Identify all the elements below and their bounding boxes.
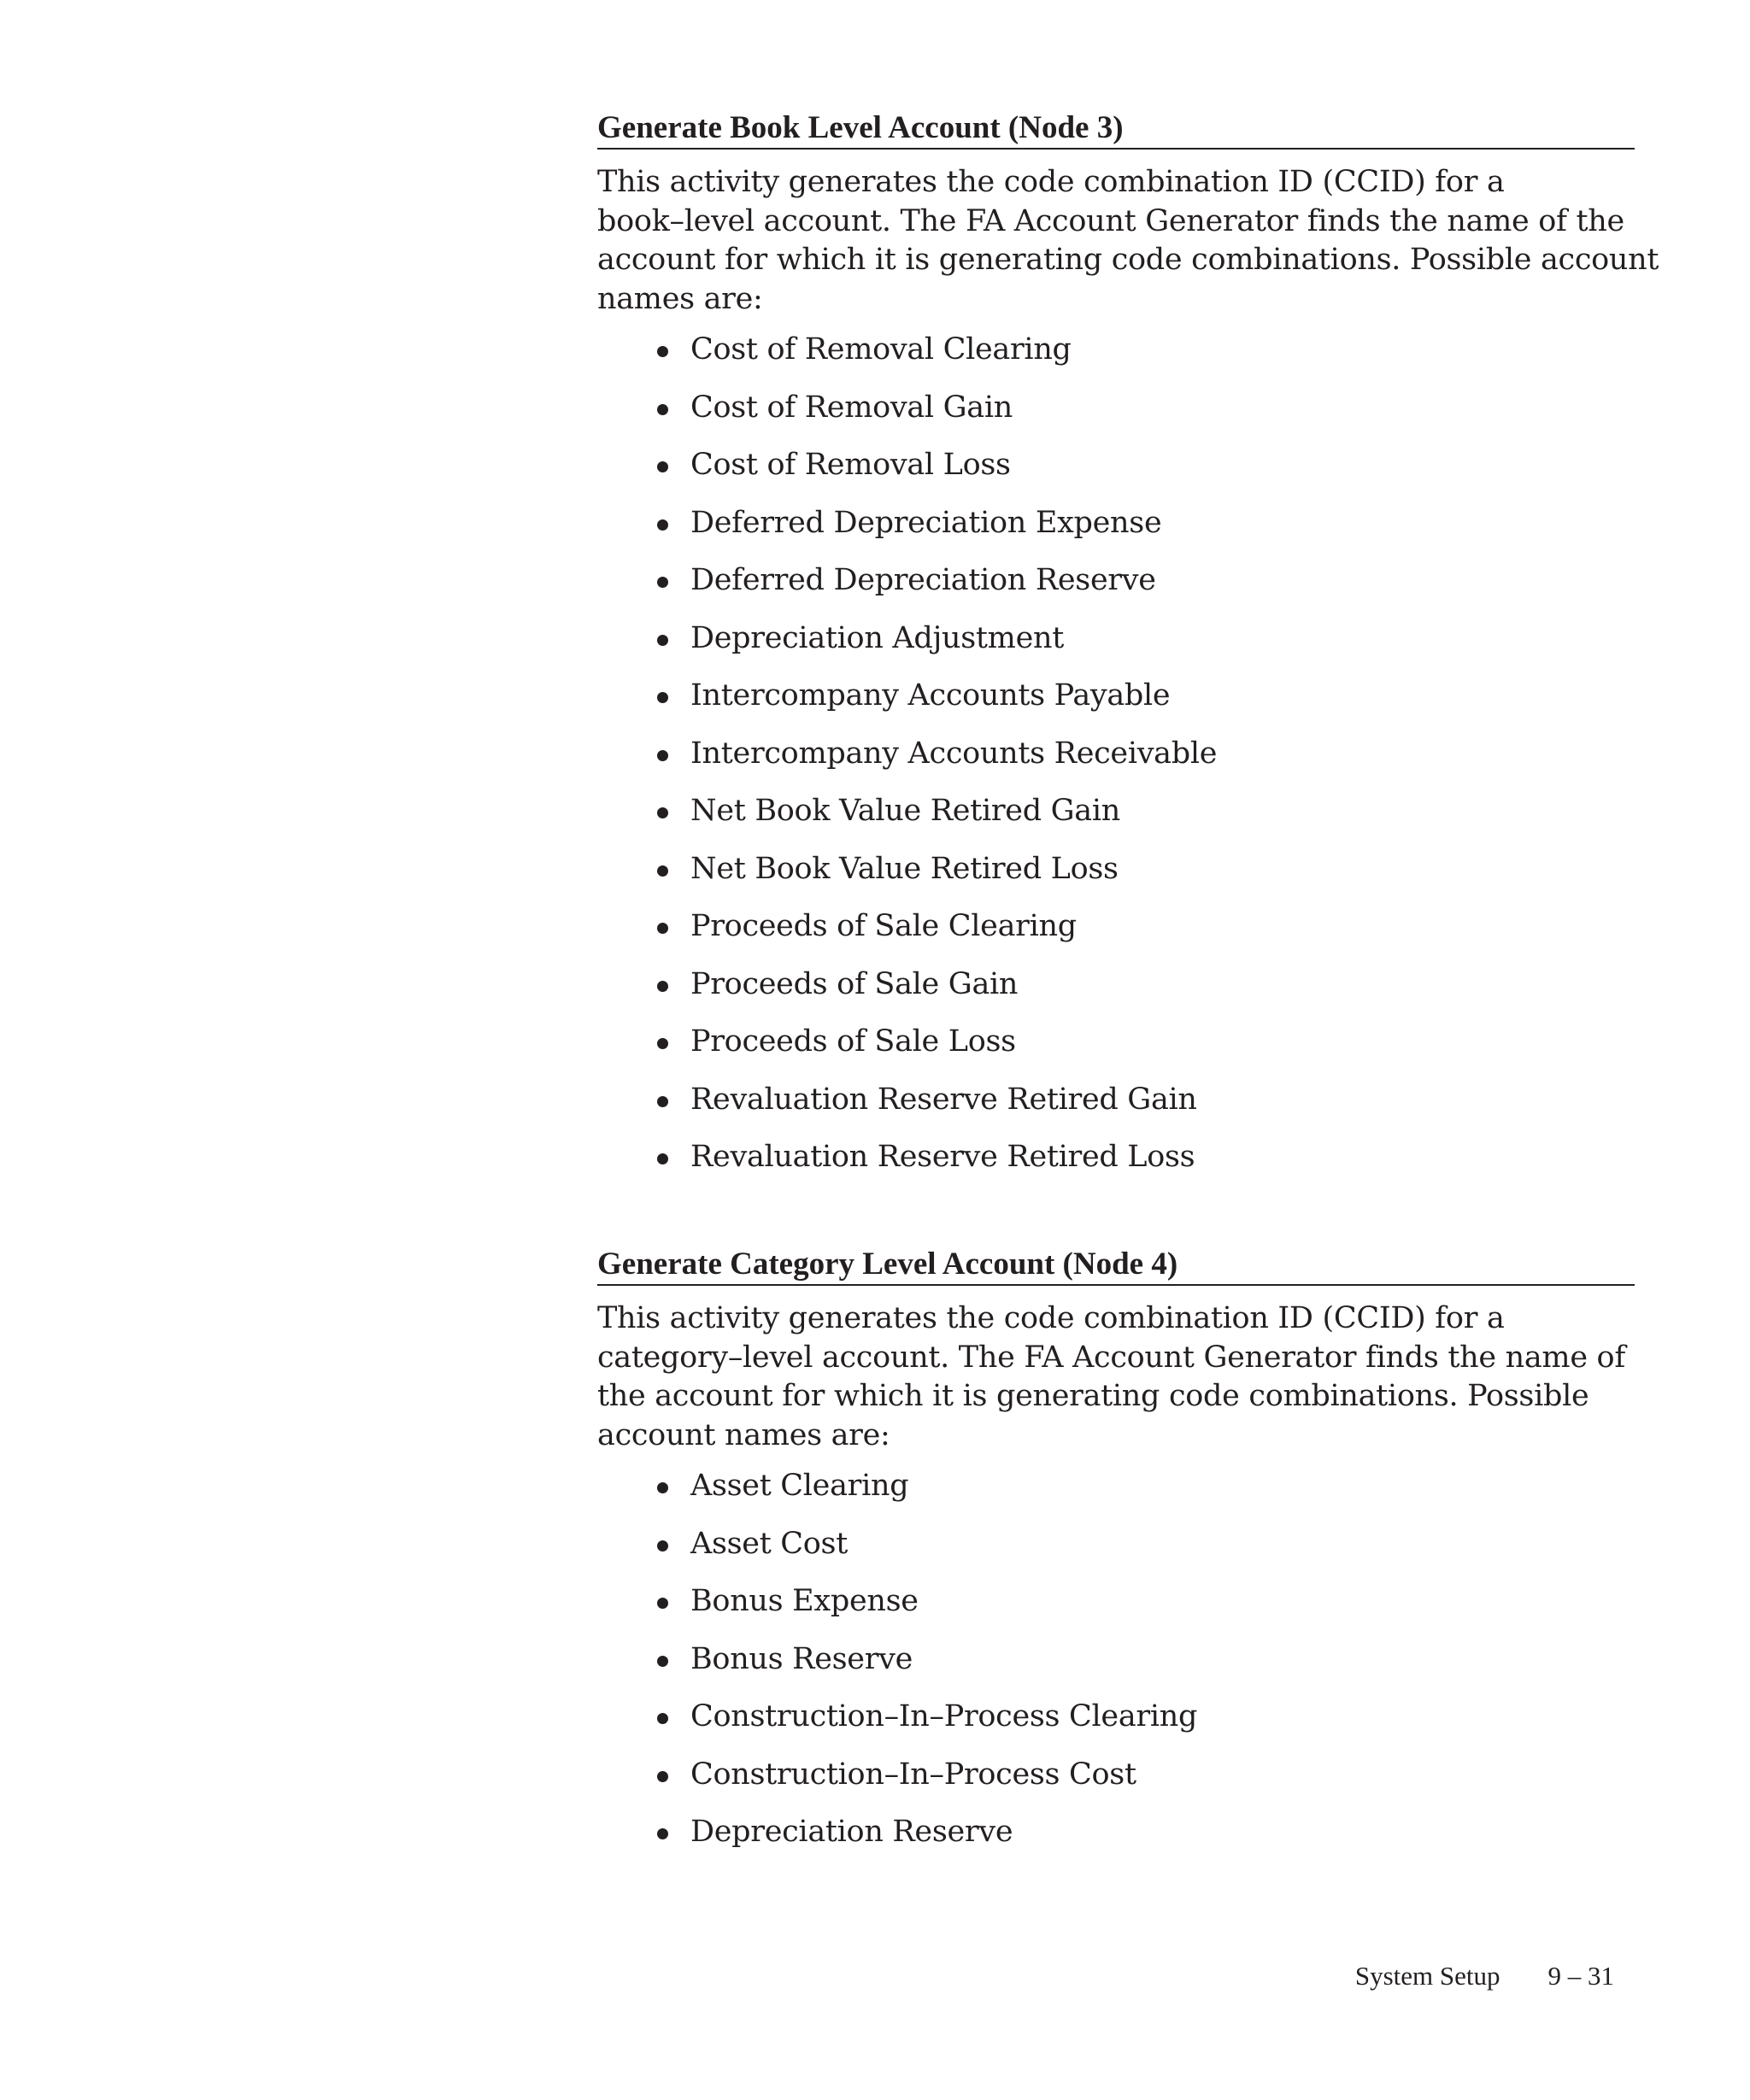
list-item — [597, 1582, 1635, 1640]
bullet-icon — [657, 1828, 668, 1839]
list-item — [597, 504, 1635, 562]
list-item-label: Depreciation Reserve — [690, 1815, 1013, 1849]
list-item — [597, 1813, 1635, 1871]
bullet-icon — [657, 1713, 668, 1724]
intro-line: This activity generates the code combination ID (CCID) for a — [597, 1301, 1505, 1335]
page-footer — [1355, 1961, 1614, 1991]
intro-line: category–level account. The FA Account Generator finds the name of — [597, 1340, 1625, 1375]
bullet-icon — [657, 1598, 668, 1609]
intro-line: book–level account. The FA Account Generator finds the name of the — [597, 203, 1624, 238]
bullet-icon — [657, 1540, 668, 1552]
list-item-label: Net Book Value Retired Loss — [690, 851, 1119, 886]
list-item-label: Intercompany Accounts Payable — [690, 678, 1171, 713]
list-item-label: Asset Cost — [690, 1526, 848, 1561]
list-item-label: Depreciation Adjustment — [690, 620, 1064, 655]
list-item-label: Bonus Expense — [690, 1584, 919, 1618]
list-item-label: Proceeds of Sale Loss — [690, 1024, 1016, 1059]
list-item-label: Revaluation Reserve Retired Loss — [690, 1140, 1195, 1174]
list-item-label: Asset Clearing — [690, 1469, 909, 1503]
bullet-icon — [657, 577, 668, 588]
list-item — [597, 850, 1635, 908]
section-intro — [597, 163, 1659, 319]
list-item-label: Construction–In–Process Cost — [690, 1757, 1136, 1792]
section-heading: Generate Book Level Account (Node 3) — [597, 110, 1635, 150]
section-heading: Generate Category Level Account (Node 4) — [597, 1247, 1635, 1286]
list-item-label: Deferred Depreciation Expense — [690, 505, 1162, 540]
section-category-level — [597, 1247, 1635, 1871]
account-name-list — [597, 1467, 1635, 1871]
bullet-icon — [657, 404, 668, 415]
account-name-list — [597, 331, 1635, 1196]
list-item-label: Intercompany Accounts Receivable — [690, 736, 1218, 771]
bullet-icon — [657, 923, 668, 934]
list-item — [597, 561, 1635, 619]
intro-line: account for which it is generating code combinations. Possible account — [597, 243, 1659, 277]
list-item — [597, 677, 1635, 735]
intro-line: the account for which it is generating code combinations. Possible — [597, 1379, 1589, 1413]
list-item — [597, 1467, 1635, 1525]
bullet-icon — [657, 1096, 668, 1107]
list-item-label: Construction–In–Process Clearing — [690, 1699, 1198, 1733]
section-intro — [597, 1299, 1635, 1455]
section-book-level — [597, 110, 1659, 1196]
list-item-label: Cost of Removal Loss — [690, 448, 1011, 482]
list-item — [597, 1640, 1635, 1698]
bullet-icon — [657, 692, 668, 703]
list-item-label: Cost of Removal Gain — [690, 390, 1013, 425]
bullet-icon — [657, 1771, 668, 1782]
bullet-icon — [657, 1038, 668, 1049]
list-item — [597, 735, 1635, 793]
bullet-icon — [657, 1656, 668, 1667]
bullet-icon — [657, 346, 668, 357]
intro-line: This activity generates the code combination ID (CCID) for a — [597, 165, 1505, 199]
page-number: 9 – 31 — [1547, 1961, 1614, 1991]
list-item — [597, 907, 1635, 965]
list-item — [597, 331, 1635, 389]
list-item — [597, 619, 1635, 678]
bullet-icon — [657, 807, 668, 818]
bullet-icon — [657, 635, 668, 646]
list-item — [597, 389, 1635, 447]
footer-section-title: System Setup — [1354, 1961, 1500, 1991]
list-item — [597, 1023, 1635, 1081]
list-item — [597, 1081, 1635, 1139]
list-item-label: Deferred Depreciation Reserve — [690, 563, 1156, 597]
list-item — [597, 1698, 1635, 1756]
bullet-icon — [657, 981, 668, 992]
bullet-icon — [657, 461, 668, 472]
list-item-label: Bonus Reserve — [690, 1641, 913, 1676]
list-item-label: Proceeds of Sale Gain — [690, 966, 1019, 1001]
bullet-icon — [657, 1153, 668, 1164]
list-item-label: Proceeds of Sale Clearing — [690, 909, 1077, 943]
intro-line: names are: — [597, 281, 763, 316]
list-item — [597, 792, 1635, 850]
list-item-label: Revaluation Reserve Retired Gain — [690, 1082, 1197, 1117]
list-item-label: Net Book Value Retired Gain — [690, 794, 1120, 828]
list-item — [597, 1138, 1635, 1196]
list-item-label: Cost of Removal Clearing — [690, 332, 1072, 367]
list-item — [597, 1756, 1635, 1814]
list-item — [597, 965, 1635, 1024]
list-item — [597, 1525, 1635, 1583]
bullet-icon — [657, 750, 668, 761]
list-item — [597, 446, 1635, 504]
bullet-icon — [657, 1482, 668, 1493]
bullet-icon — [657, 865, 668, 877]
bullet-icon — [657, 519, 668, 531]
intro-line: account names are: — [597, 1417, 890, 1452]
